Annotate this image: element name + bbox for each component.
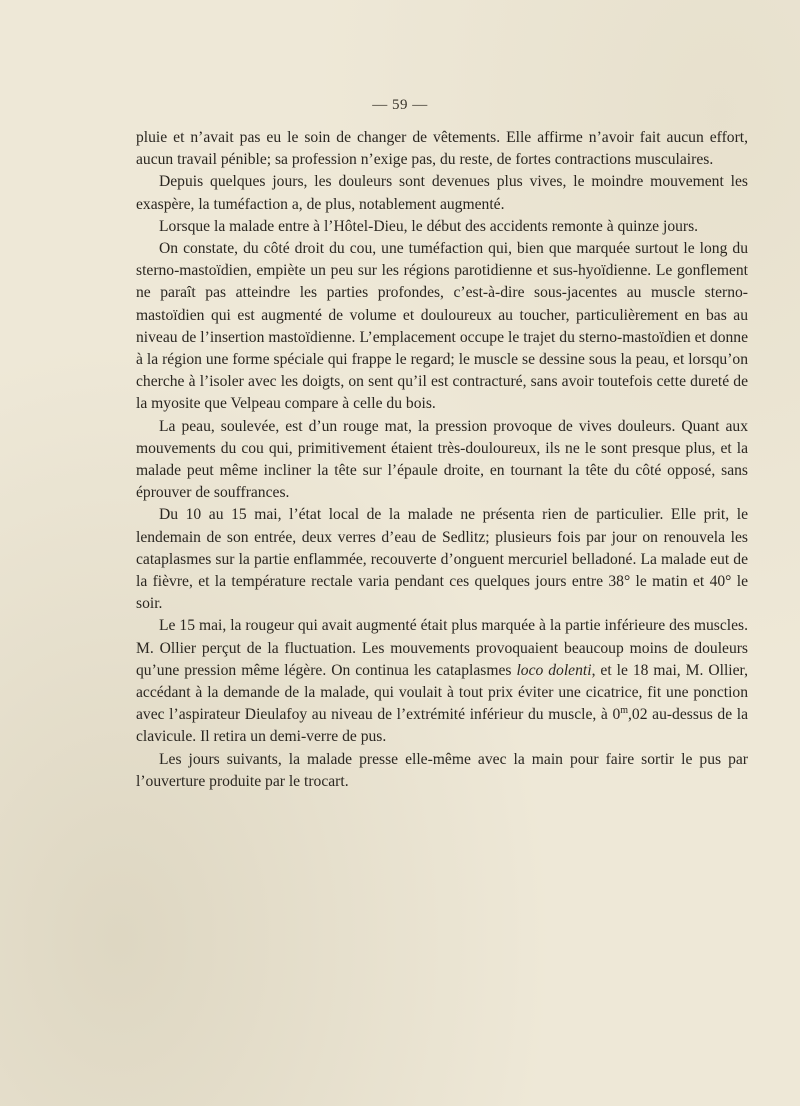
paragraph: Depuis quelques jours, les douleurs sont devenues plus vives, le moindre mouvement les exaspère, la tuméfaction a, de plus, notablement augmenté. — [136, 173, 748, 213]
latin-phrase: loco dolenti — [516, 661, 592, 679]
paragraph-text: , et le 18 mai, M. Ollier, accédant à la demande de la malade, qui voulait à tout prix éviter une cicatrice, fit une ponction avec l’aspirateur Dieulafoy au niveau de l’extrémité inférieur du muscle, à 0 — [136, 661, 748, 724]
paragraph-text: Le 15 mai, la rougeur qui avait augmenté était plus marquée à la partie inférieure des muscles. M. Ollier perçut de la fluctuation. Les mouvements provoquaient beaucoup moins de douleurs qu’une pression même légère. On continua les cataplasmes — [136, 617, 748, 679]
paragraph: On constate, du côté droit du cou, une tuméfaction qui, bien que marquée surtout le long du sterno-mastoïdien, empiète un peu sur les régions parotidienne et sus-hyoïdienne. Le gonflement ne paraît pas atteindre les parties profondes, c’est-à-dire sous-jacentes au muscle sterno-mastoïdien qui est augmenté de volume et douloureux au toucher, particulièrement en bas au niveau de l’insertion mastoïdienne. L’emplacement occupe le trajet du sterno-mastoïdien et donne à la région une forme spéciale qui frappe le regard; le muscle se dessine sous la peau, et lorsqu’on cherche à l’isoler avec les doigts, on sent qu’il est contracturé, sans avoir toutefois cette dureté de la myosite que Velpeau compare à celle du bois. — [136, 240, 748, 413]
paragraph: Du 10 au 15 mai, l’état local de la malade ne présenta rien de particulier. Elle prit, le lendemain de son entrée, deux verres d’eau de Sedlitz; plusieurs fois par jour on renouvela les cataplasmes sur la partie enflammée, recouverte d’onguent mercuriel belladoné. La malade eut de la fièvre, et la température rectale varia pendant ces quelques jours entre 38° le matin et 40° le soir. — [136, 506, 748, 613]
paragraph — [136, 615, 748, 748]
paragraph: Lorsque la malade entre à l’Hôtel-Dieu, le début des accidents remonte à quinze jours. — [159, 217, 699, 235]
paragraph: La peau, soulevée, est d’un rouge mat, la pression provoque de vives douleurs. Quant aux mouvements du cou qui, primitivement étaient très-douloureux, ils ne le sont presque plus, et la malade peut même incliner la tête sur l’épaule droite, en tournant la tête du côté opposé, sans éprouver de souffrances. — [136, 417, 748, 502]
paragraph-text: ,02 au-dessus de la clavicule. Il retira un demi-verre de pus. — [136, 706, 748, 746]
unit-superscript: m — [620, 705, 629, 717]
body-text — [136, 127, 748, 793]
page-number: — 59 — — [372, 97, 428, 113]
paragraph: pluie et n’avait pas eu le soin de changer de vêtements. Elle affirme n’avoir fait aucun effort, aucun travail pénible; sa profession n’exige pas, du reste, de fortes contractions musculaires. — [136, 129, 748, 169]
paragraph: Les jours suivants, la malade presse elle-même avec la main pour faire sortir le pus par l’ouverture produite par le trocart. — [136, 750, 748, 790]
